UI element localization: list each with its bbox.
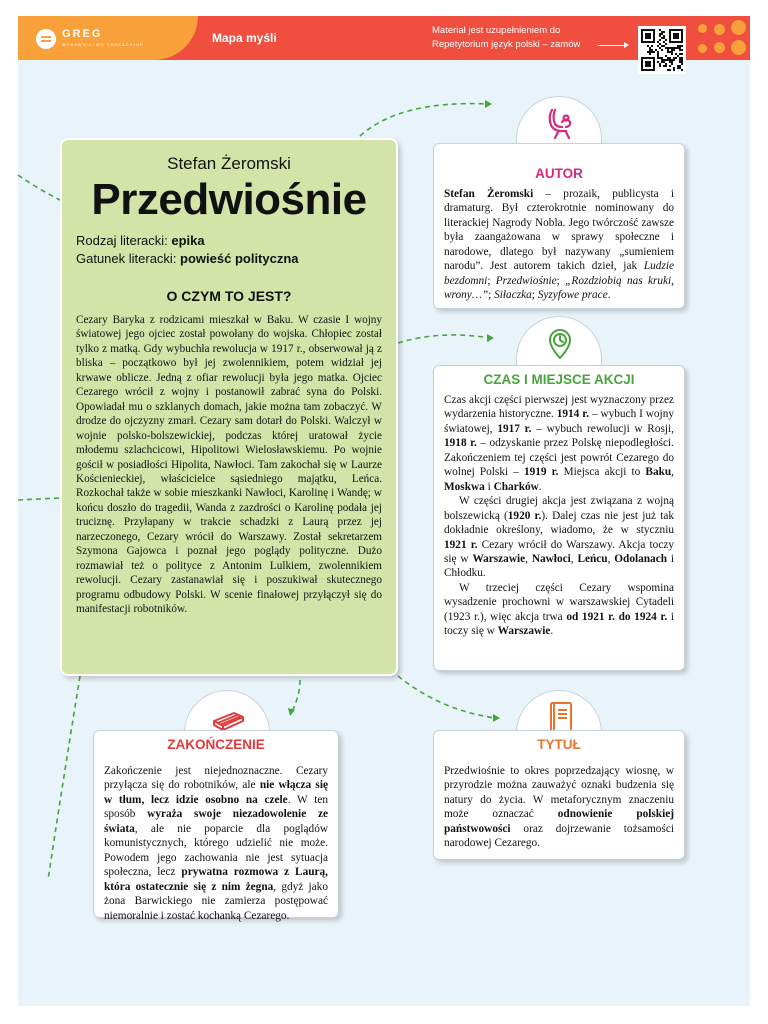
place-leniec: Leńcu [577, 552, 608, 565]
czas-card [433, 365, 685, 671]
year-1920: 1920 r. [507, 509, 542, 522]
czas-text [444, 393, 674, 639]
logo-text: GREG [62, 28, 103, 40]
main-summary-box [60, 138, 398, 676]
genre-line [76, 232, 382, 250]
autor-title: AUTOR [535, 166, 583, 181]
place-odolany: Odolanach [614, 552, 667, 565]
text: Cezary wrócił do Warszawy. Akcja toczy się w [444, 538, 674, 565]
place-baku: Baku [645, 466, 672, 479]
text: Przedwiośnie to okres poprzedzający wiosnę, w przyrodzie można zauważyć oznaki budzenia się natury do życia. W metaforycznym znaczeniu może oznaczać [444, 765, 674, 821]
header-note [432, 24, 637, 52]
text: , [525, 552, 532, 565]
decor-dot [731, 20, 746, 35]
zakonczenie-card [93, 730, 339, 922]
qr-code-icon[interactable] [638, 26, 686, 74]
highlight: prywatna rozmowa z Laurą, która ostatecznie się z nim żegna [104, 866, 328, 893]
czas-p1 [444, 394, 674, 493]
type-line [76, 250, 382, 268]
text: , gdyż jako żona Barwickiego nie zamierza postępować niemoralnie i zostać kochanką Cezarego. [104, 880, 328, 922]
text: i toczy się w [444, 610, 674, 638]
work-1: Ludzie bezdomni [444, 260, 674, 287]
decor-dot [714, 42, 725, 53]
text: i [484, 480, 494, 493]
autor-text-a: – prozaik, publicysta i dramaturg. Był czterokrotnie nominowany do literackiej Nagrody Nobla. Jego twórczość zawsze była zaangażowana w sprawy społeczne i narodowe, dlatego był nazywany „sumieniem narodu”. Jest autorem takich dzieł, jak [444, 188, 675, 273]
text: i Chłodku. [444, 552, 674, 580]
header-note-line1: Materiał jest uzupełnieniem do [432, 25, 561, 36]
zakonczenie-text [104, 764, 328, 923]
year-1918: 1918 r. [444, 437, 477, 450]
place-warszawa: Warszawie [472, 552, 526, 565]
qr-pattern [641, 29, 683, 71]
location-clock-icon [542, 325, 578, 361]
place-moskwa: Moskwa [444, 480, 485, 493]
czas-p3 [444, 581, 674, 639]
work-2: Przedwiośnie [495, 274, 557, 287]
sep: ; [531, 289, 538, 302]
czas-p2 [444, 494, 674, 581]
header-bar [18, 16, 750, 60]
year-1914: 1914 r. [556, 408, 590, 421]
logo-subtitle: WYDAWNICTWO EDUKACYJNE [62, 42, 144, 47]
czas-title: CZAS I MIEJSCE AKCJI [483, 372, 635, 387]
text: oraz dojrzewanie tożsamości narodowej Cezarego. [444, 822, 674, 850]
genre-label: Rodzaj literacki: [76, 233, 172, 248]
author-chair-icon [542, 105, 578, 141]
sep: . [607, 289, 611, 302]
autor-text [444, 187, 674, 303]
decor-dot [714, 24, 725, 35]
header-title: Mapa myśli [212, 31, 277, 45]
decor-dot [698, 24, 707, 33]
place-warszawa: Warszawie [497, 625, 551, 638]
summary-text: Cezary Baryka z rodzicami mieszkał w Baku. W czasie I wojny światowej jego ojciec został powołany do wojska. Chłopiec został tylko z matką. Gdy wybuchła rewolucja w 1917 r., obserwował ją z bliska – początkowo był jej zwolennikiem, potem widział jej krwawe oblicze. Jedną z ofiar rewolucji była jego matka. Ojciec Cezarego wrócił z wojny i postanowił zabrać syna do Polski. Opowiadał mu o szklanych domach, jakie można tam zobaczyć. W drodze do ojczyzny zmarł. Cezary sam dotarł do Polski. Walczył w wojnie polsko-bolszewickiej, podczas której uratował życie młodemu szlachcicowi, Hipolitowi Wielosławskiemu. Po wojnie gościł w posiadłości Hipolita, Nawłoci. Tam zakochał się w Laurze Kościenieckiej, właścicielce sąsiedniego majątku, Leńca. Rozkochał także w sobie mieszkanki Nawłoci, Karolinę i Wandę; w końcu doszło do tragedii, Wanda z zazdrości o Karolinę podała jej truciznę. Przyłapany w trakcie schadzki z Laurą przez jej narzeczonego, Cezary wrócił do Warszawy. Został sekretarzem Szymona Gajowca i poznał jego poglądy polityczne. Dużo rozmawiał też o polityce z Antonim Lulkiem, zwolennikiem rewolucji. Cezary zastanawiał się i poszukiwał skutecznego programu odbudowy Polski. W scenie finałowej przyłączył się do manifestacji robotników. [76, 314, 382, 616]
text: Czas akcji części pierwszej jest wyznaczony przez wydarzenia historyczne. [444, 394, 674, 421]
type-value: powieść polityczna [180, 251, 299, 266]
work-3: „Rozdziobią nas kruki, wrony…” [444, 274, 675, 302]
arrow-right-icon [598, 45, 628, 46]
decor-dot [698, 44, 707, 53]
autor-name-bold: Stefan Żeromski [444, 188, 534, 200]
text: Zakończenie jest niejednoznaczne. Cezary przyłącza się do robotników, ale [104, 765, 328, 792]
autor-card [433, 143, 685, 309]
text: . W ten sposób [104, 793, 329, 821]
header-logo-area [18, 16, 198, 60]
text: – wybuch I wojny światowej, [444, 408, 674, 435]
author-name: Stefan Żeromski [167, 154, 291, 173]
place-nawloc: Nawłoci [531, 552, 571, 565]
sep: ; [488, 289, 495, 302]
text: . [538, 480, 542, 493]
time-range: od 1921 r. do 1924 r. [566, 610, 668, 623]
tytul-title: TYTUŁ [537, 737, 581, 752]
sep: ; [556, 274, 566, 287]
text: – odzyskanie przez Polskę niepodległości. Zakończeniem tej części jest powrót Cezarego do wolnej Polski – [444, 437, 674, 479]
text: , ale nie poparcie dla poglądów komunistycznych, którego udzielić nie może. Powodem jego zachowania nie jest sytuacja społeczna, lecz [104, 822, 328, 879]
year-1917: 1917 r. [497, 422, 532, 435]
highlight: wyraża swoje niezadowolenie ze świata [104, 808, 328, 835]
text: , [570, 552, 578, 565]
highlight: odnowienie polskiej państwowości [444, 808, 674, 835]
decor-dot [731, 40, 746, 55]
work-5: Syzyfowe prace [537, 289, 608, 302]
text: , [607, 552, 615, 565]
text: Miejsca akcji to [558, 466, 646, 479]
text: . [550, 625, 554, 638]
tytul-text [444, 764, 674, 851]
tytul-card [433, 730, 685, 860]
text: ). Dalej czas nie jest już tak dokładnie określony, wiadomo, że w styczniu [444, 509, 674, 537]
type-label: Gatunek literacki: [76, 251, 181, 266]
work-4: Siłaczka [494, 289, 532, 302]
genre-info [76, 232, 382, 268]
sep: ; [487, 274, 496, 287]
year-1919: 1919 r. [523, 466, 559, 479]
text: W trzeciej części Cezary wspomina wysadzenie prochowni w warszawskiej Cytadeli (1923 r.), więc akcja trwa [444, 581, 674, 623]
text: W części drugiej akcja jest związana z wojną bolszewicką ( [444, 495, 674, 522]
header-note-line2: Repetytorium język polski – zamów [432, 39, 581, 50]
book-title: Przedwiośnie [91, 175, 367, 224]
year-1921: 1921 r. [444, 538, 478, 551]
highlight: nie włącza się w tłum, lecz idzie osobno na czele [104, 779, 328, 806]
text: – wybuch rewolucji w Rosji, [531, 422, 674, 435]
text: , [671, 466, 674, 479]
greg-logo-icon [36, 29, 56, 49]
place-charkow: Charków [493, 480, 539, 493]
genre-value: epika [171, 233, 205, 248]
summary-heading: O CZYM TO JEST? [166, 288, 292, 304]
zakonczenie-title: ZAKOŃCZENIE [167, 737, 265, 752]
